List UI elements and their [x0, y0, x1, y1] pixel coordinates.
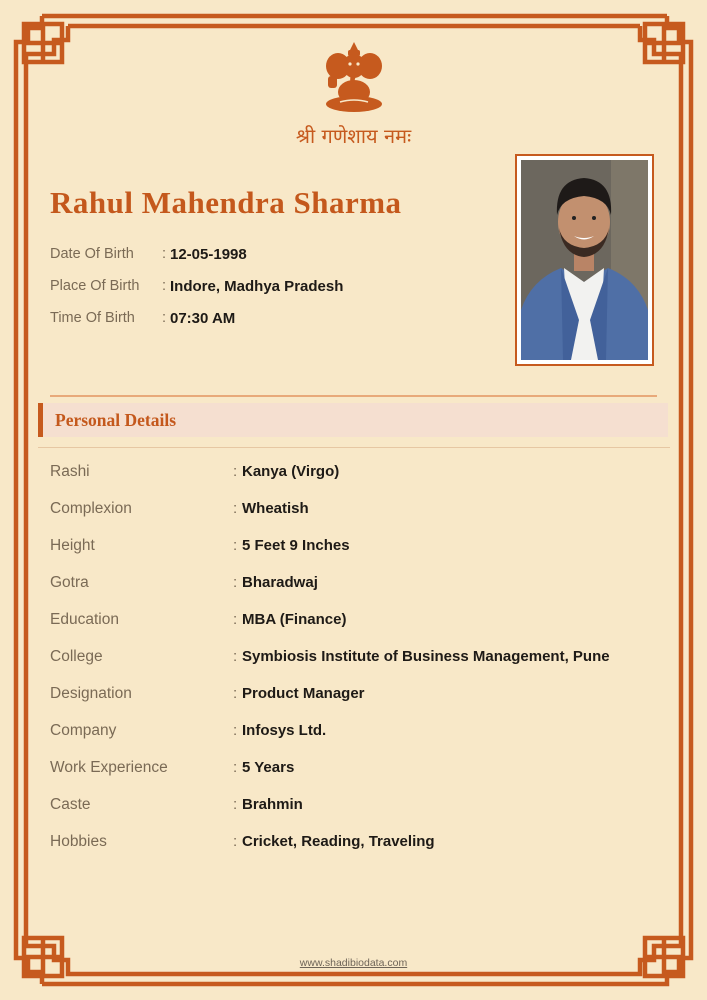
separator: : — [162, 246, 167, 262]
field-value: MBA (Finance) — [242, 611, 347, 628]
field-label: Height — [50, 536, 95, 554]
birth-row-date — [50, 238, 343, 270]
detail-row-rashi — [50, 453, 610, 490]
profile-name: Rahul Mahendra Sharma — [50, 185, 402, 220]
field-label: Company — [50, 721, 117, 739]
birth-details — [50, 238, 343, 334]
section-title: Personal Details — [55, 409, 177, 430]
divider — [38, 447, 670, 448]
separator: : — [233, 500, 238, 517]
separator: : — [233, 537, 238, 554]
field-value: Brahmin — [242, 796, 303, 813]
field-label: Time Of Birth — [50, 310, 135, 326]
person-portrait-icon — [521, 160, 648, 360]
field-value: 5 Feet 9 Inches — [242, 537, 350, 554]
field-value: Kanya (Virgo) — [242, 463, 340, 480]
separator: : — [233, 722, 238, 739]
personal-details-list — [50, 453, 610, 860]
divider — [50, 395, 657, 397]
detail-row-gotra — [50, 564, 610, 601]
field-value: Infosys Ltd. — [242, 722, 327, 739]
field-label: Rashi — [50, 462, 90, 480]
separator: : — [162, 278, 167, 294]
field-label: Hobbies — [50, 832, 107, 850]
separator: : — [233, 648, 238, 665]
field-value: Indore, Madhya Pradesh — [170, 277, 344, 295]
separator: : — [233, 463, 238, 480]
separator: : — [233, 685, 238, 702]
section-header-personal-details — [38, 403, 668, 437]
profile-photo-frame — [515, 154, 654, 366]
detail-row-company — [50, 712, 610, 749]
separator: : — [233, 611, 238, 628]
field-label: Gotra — [50, 573, 89, 591]
birth-row-time — [50, 302, 343, 334]
field-label: Date Of Birth — [50, 246, 134, 262]
profile-photo — [521, 160, 648, 360]
field-label: Caste — [50, 795, 91, 813]
field-label: Complexion — [50, 499, 132, 517]
website-link[interactable]: www.shadibiodata.com — [299, 957, 408, 969]
detail-row-hobbies — [50, 823, 610, 860]
field-label: College — [50, 647, 103, 665]
ganesh-mantra: श्री गणेशाय नमः — [295, 124, 412, 148]
detail-row-caste — [50, 786, 610, 823]
separator: : — [233, 833, 238, 850]
field-label: Education — [50, 610, 119, 628]
field-label: Work Experience — [50, 758, 168, 776]
detail-row-complexion — [50, 490, 610, 527]
separator: : — [162, 310, 167, 326]
header — [0, 40, 707, 114]
field-value: Product Manager — [242, 685, 365, 702]
separator: : — [233, 574, 238, 591]
separator: : — [233, 796, 238, 813]
detail-row-designation — [50, 675, 610, 712]
field-value: 5 Years — [242, 759, 295, 776]
ganesha-icon — [322, 40, 386, 114]
field-value: Cricket, Reading, Traveling — [242, 833, 435, 850]
separator: : — [233, 759, 238, 776]
field-label: Designation — [50, 684, 132, 702]
field-value: 12-05-1998 — [170, 245, 247, 263]
field-value: Bharadwaj — [242, 574, 318, 591]
field-value: 07:30 AM — [170, 309, 236, 327]
detail-row-height — [50, 527, 610, 564]
field-value: Wheatish — [242, 500, 309, 517]
field-value: Symbiosis Institute of Business Management, Pune — [242, 648, 610, 665]
detail-row-education — [50, 601, 610, 638]
field-label: Place Of Birth — [50, 278, 140, 294]
birth-row-place — [50, 270, 343, 302]
detail-row-work-experience — [50, 749, 610, 786]
detail-row-college — [50, 638, 610, 675]
